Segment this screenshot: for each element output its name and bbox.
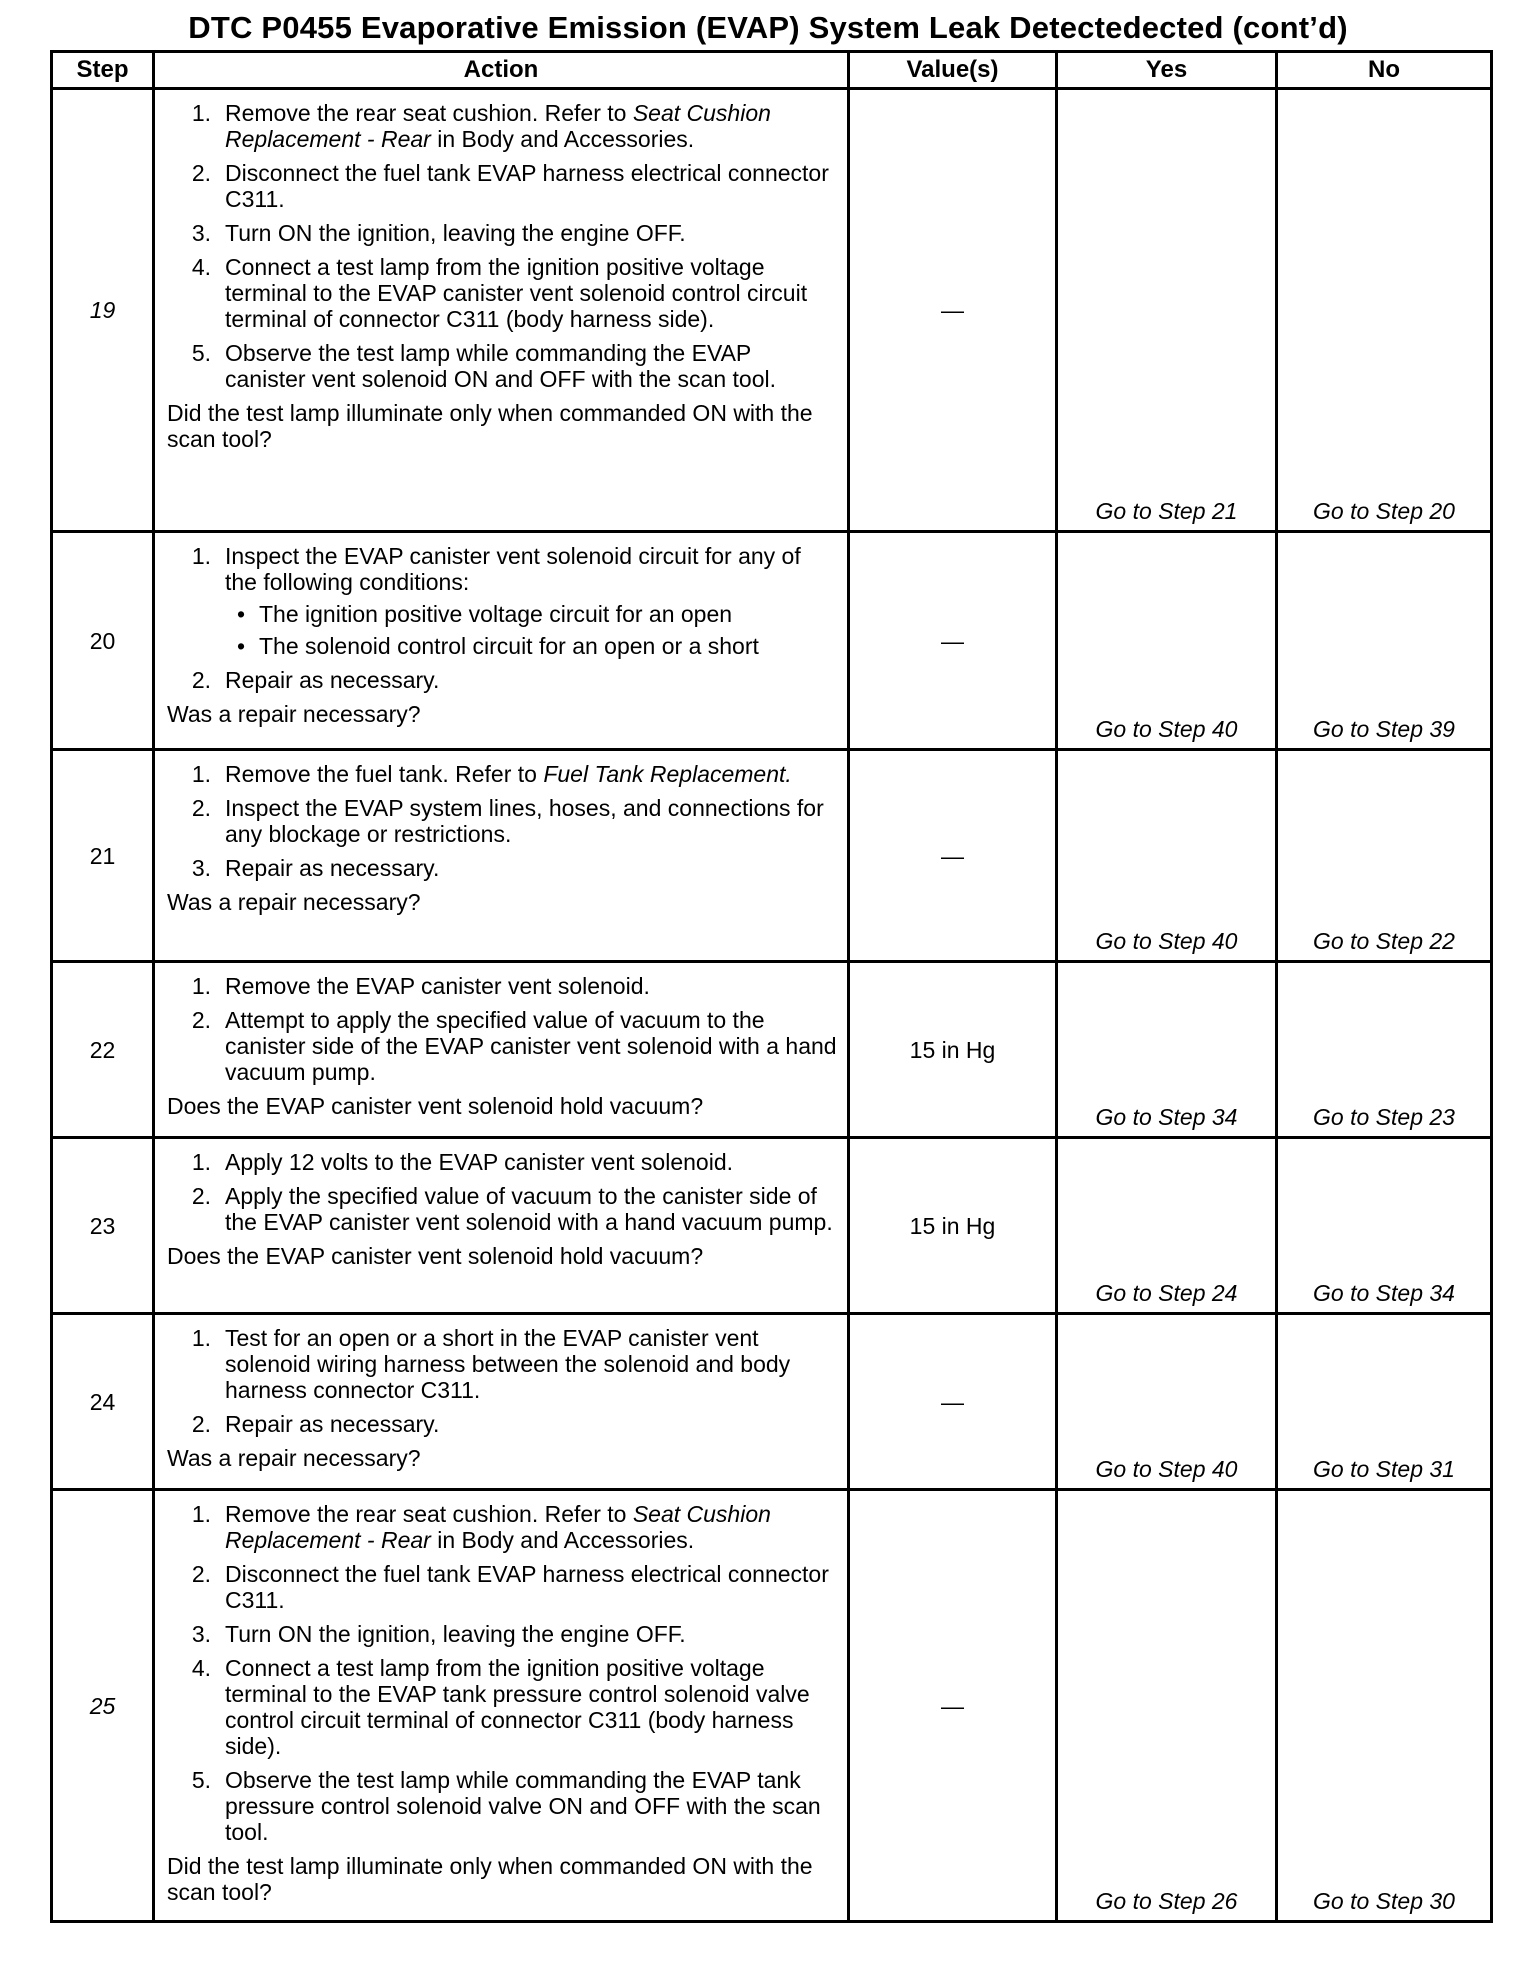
value-cell: —	[849, 750, 1057, 962]
step-index: 1 .	[179, 1325, 211, 1351]
value-cell: —	[849, 89, 1057, 532]
condition-list	[225, 601, 837, 659]
step-index: 2 .	[179, 1183, 211, 1209]
header-action: Action	[154, 52, 849, 89]
action-steps	[167, 1501, 837, 1845]
yes-link: Go to Step 40	[1057, 1314, 1277, 1490]
action-steps	[167, 1325, 837, 1437]
step-text: Inspect the EVAP system lines, hoses, and connections for any blockage or restrictions.	[225, 795, 824, 847]
step-number: 19	[52, 89, 154, 532]
table-row	[52, 532, 1492, 750]
step-text: Apply 12 volts to the EVAP canister vent solenoid.	[225, 1149, 733, 1175]
action-step	[167, 1007, 837, 1085]
yes-link: Go to Step 24	[1057, 1138, 1277, 1314]
step-text: in Body and Accessories.	[430, 1527, 695, 1553]
reference-text: Seat Cushion Replacement - Rear	[225, 1501, 771, 1553]
table-row	[52, 1490, 1492, 1922]
action-cell	[154, 532, 849, 750]
question-text: Did the test lamp illuminate only when commanded ON with the scan tool?	[167, 1853, 813, 1905]
step-text: Remove the rear seat cushion. Refer to	[225, 100, 633, 126]
action-cell	[154, 1490, 849, 1922]
step-number: 23	[52, 1138, 154, 1314]
action-steps	[167, 100, 837, 392]
step-index: 5 .	[179, 340, 211, 366]
step-number: 22	[52, 962, 154, 1138]
action-steps	[167, 543, 837, 693]
no-link: Go to Step 20	[1277, 89, 1492, 532]
table-row	[52, 1314, 1492, 1490]
yes-link: Go to Step 26	[1057, 1490, 1277, 1922]
condition-item	[225, 633, 837, 659]
step-index: 5 .	[179, 1767, 211, 1793]
action-step	[167, 1501, 837, 1553]
value-cell: 15 in Hg	[849, 1138, 1057, 1314]
step-index: 2 .	[179, 1007, 211, 1033]
step-index: 1 .	[179, 973, 211, 999]
action-cell	[154, 1314, 849, 1490]
step-text: Test for an open or a short in the EVAP canister vent solenoid wiring harness between the solenoid and body harness connector C311.	[225, 1325, 791, 1403]
step-index: 1 .	[179, 100, 211, 126]
step-number: 21	[52, 750, 154, 962]
action-step	[167, 761, 837, 787]
action-step	[167, 1767, 837, 1845]
step-text: Connect a test lamp from the ignition positive voltage terminal to the EVAP canister vent solenoid control circuit terminal of connector C311 (body harness side).	[225, 254, 808, 332]
step-text: Inspect the EVAP canister vent solenoid circuit for any of the following conditions:	[225, 543, 801, 595]
step-number: 24	[52, 1314, 154, 1490]
action-step	[167, 1655, 837, 1759]
step-text: Repair as necessary.	[225, 1411, 440, 1437]
header-yes: Yes	[1057, 52, 1277, 89]
table-header-row	[52, 52, 1492, 89]
value-cell: —	[849, 1490, 1057, 1922]
yes-link: Go to Step 34	[1057, 962, 1277, 1138]
step-text: Turn ON the ignition, leaving the engine OFF.	[225, 220, 686, 246]
step-index: 2 .	[179, 160, 211, 186]
value-cell: 15 in Hg	[849, 962, 1057, 1138]
step-text: Disconnect the fuel tank EVAP harness electrical connector C311.	[225, 160, 829, 212]
table-row	[52, 1138, 1492, 1314]
step-text: Observe the test lamp while commanding the EVAP canister vent solenoid ON and OFF with the scan tool.	[225, 340, 776, 392]
step-text: Disconnect the fuel tank EVAP harness electrical connector C311.	[225, 1561, 829, 1613]
action-step	[167, 1325, 837, 1403]
step-index: 1 .	[179, 1149, 211, 1175]
step-index: 2 .	[179, 795, 211, 821]
header-values: Value(s)	[849, 52, 1057, 89]
action-cell	[154, 750, 849, 962]
action-step	[167, 220, 837, 246]
reference-text: Seat Cushion Replacement - Rear	[225, 100, 771, 152]
step-index: 1 .	[179, 543, 211, 569]
no-link: Go to Step 30	[1277, 1490, 1492, 1922]
step-text: in Body and Accessories.	[430, 126, 695, 152]
step-text: Apply the specified value of vacuum to the canister side of the EVAP canister vent solenoid with a hand vacuum pump.	[225, 1183, 833, 1235]
table-row	[52, 750, 1492, 962]
step-index: 4 .	[179, 254, 211, 280]
no-link: Go to Step 23	[1277, 962, 1492, 1138]
action-step	[167, 1411, 837, 1437]
table-row	[52, 89, 1492, 532]
action-step	[167, 1183, 837, 1235]
action-cell	[154, 1138, 849, 1314]
step-index: 2 .	[179, 667, 211, 693]
step-number: 25	[52, 1490, 154, 1922]
question-text: Does the EVAP canister vent solenoid hold vacuum?	[167, 1243, 704, 1269]
action-step	[167, 340, 837, 392]
step-text: Observe the test lamp while commanding the EVAP tank pressure control solenoid valve ON and OFF with the scan tool.	[225, 1767, 821, 1845]
action-step	[167, 543, 837, 659]
action-step	[167, 160, 837, 212]
action-step	[167, 973, 837, 999]
value-cell: —	[849, 532, 1057, 750]
action-step	[167, 100, 837, 152]
condition-text: The ignition positive voltage circuit for an open	[259, 601, 733, 627]
step-index: 3 .	[179, 1621, 211, 1647]
step-number: 20	[52, 532, 154, 750]
condition-text: The solenoid control circuit for an open or a short	[259, 633, 759, 659]
step-index: 1 .	[179, 1501, 211, 1527]
step-index: 3 .	[179, 220, 211, 246]
step-index: 1 .	[179, 761, 211, 787]
step-text: Remove the fuel tank. Refer to	[225, 761, 544, 787]
step-index: 4 .	[179, 1655, 211, 1681]
page-title: DTC P0455 Evaporative Emission (EVAP) System Leak Detectedected (cont’d)	[188, 10, 1348, 45]
action-cell	[154, 89, 849, 532]
header-no: No	[1277, 52, 1492, 89]
action-step	[167, 855, 837, 881]
header-step: Step	[52, 52, 154, 89]
action-step	[167, 795, 837, 847]
step-text: Connect a test lamp from the ignition positive voltage terminal to the EVAP tank pressure control solenoid valve control circuit terminal of connector C311 (body harness side).	[225, 1655, 810, 1759]
no-link: Go to Step 22	[1277, 750, 1492, 962]
no-link: Go to Step 31	[1277, 1314, 1492, 1490]
step-index: 2 .	[179, 1411, 211, 1437]
no-link: Go to Step 34	[1277, 1138, 1492, 1314]
reference-text: Fuel Tank Replacement.	[543, 761, 792, 787]
step-text: Remove the rear seat cushion. Refer to	[225, 1501, 633, 1527]
step-text: Repair as necessary.	[225, 855, 440, 881]
action-step	[167, 254, 837, 332]
step-text: Attempt to apply the specified value of vacuum to the canister side of the EVAP canister vent solenoid with a hand vacuum pump.	[225, 1007, 837, 1085]
step-text: Turn ON the ignition, leaving the engine OFF.	[225, 1621, 686, 1647]
action-step	[167, 667, 837, 693]
action-step	[167, 1621, 837, 1647]
question-text: Was a repair necessary?	[167, 1445, 421, 1471]
step-index: 2 .	[179, 1561, 211, 1587]
yes-link: Go to Step 40	[1057, 750, 1277, 962]
step-text: Remove the EVAP canister vent solenoid.	[225, 973, 650, 999]
question-text: Was a repair necessary?	[167, 701, 421, 727]
action-steps	[167, 1149, 837, 1235]
bullet-icon: •	[237, 601, 246, 627]
step-text: Repair as necessary.	[225, 667, 440, 693]
yes-link: Go to Step 21	[1057, 89, 1277, 532]
diagnostic-table	[50, 50, 1493, 1923]
action-cell	[154, 962, 849, 1138]
step-index: 3 .	[179, 855, 211, 881]
action-steps	[167, 973, 837, 1085]
action-step	[167, 1149, 837, 1175]
action-steps	[167, 761, 837, 881]
question-text: Does the EVAP canister vent solenoid hold vacuum?	[167, 1093, 704, 1119]
yes-link: Go to Step 40	[1057, 532, 1277, 750]
action-step	[167, 1561, 837, 1613]
no-link: Go to Step 39	[1277, 532, 1492, 750]
table-row	[52, 962, 1492, 1138]
bullet-icon: •	[237, 633, 246, 659]
condition-item	[225, 601, 837, 627]
value-cell: —	[849, 1314, 1057, 1490]
question-text: Was a repair necessary?	[167, 889, 421, 915]
question-text: Did the test lamp illuminate only when commanded ON with the scan tool?	[167, 400, 813, 452]
